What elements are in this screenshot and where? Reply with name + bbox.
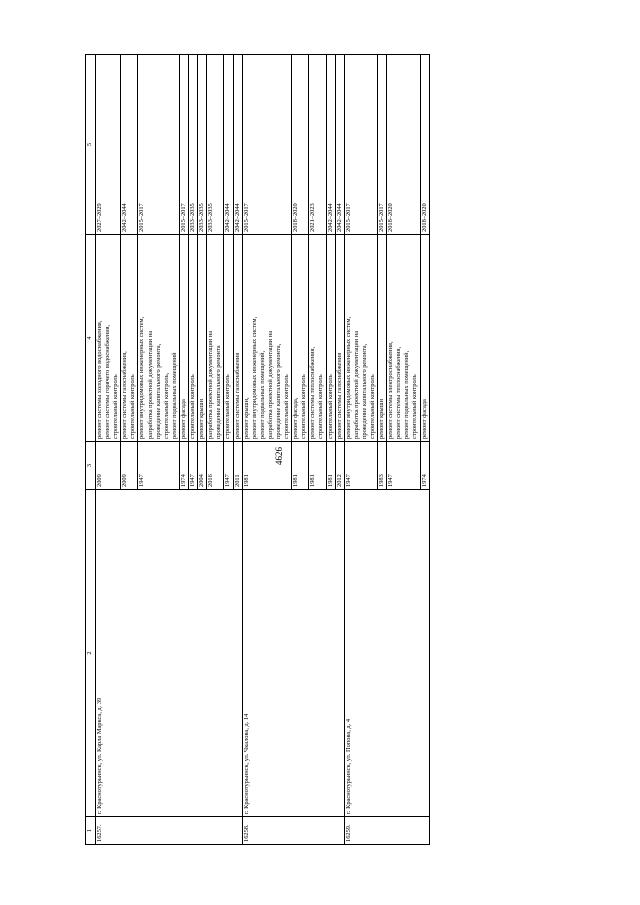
repair-period: 2015–2017	[138, 55, 179, 235]
build-year: 2016	[207, 442, 224, 490]
work-description: разработка проектной документации на проведение капитального ремонта	[207, 235, 224, 442]
repair-period: 2042–2044	[233, 55, 242, 235]
repair-period: 2033–2035	[207, 55, 224, 235]
build-year: 2004	[198, 442, 207, 490]
repair-period: 2018–2020	[420, 55, 429, 235]
build-year: 2011	[233, 442, 242, 490]
repair-period: 2021–2023	[309, 55, 326, 235]
build-year: 2009	[96, 442, 121, 490]
work-description: строительный контроль	[224, 235, 233, 442]
build-year: 1981	[242, 442, 292, 490]
work-description: ремонт внутридомовых инженерных систем, разработка проектной документации на проведение капитального ремонта, строительный контроль, ремонт подвальных помещений	[138, 235, 179, 442]
object-address: г. Краснотурьинск, ул. Попова, д. 4	[344, 490, 429, 817]
work-description: ремонт крыши	[378, 235, 387, 442]
build-year: 1981	[292, 442, 309, 490]
object-number: 16259.	[344, 817, 429, 845]
work-description: ремонт системы электроснабжения, ремонт системы теплоснабжения, ремонт подвальных помещений, строительный контроль	[387, 235, 420, 442]
repair-period: 2042–2044	[335, 55, 344, 235]
header-col-4: 4	[86, 235, 96, 442]
build-year: 1974	[179, 442, 188, 490]
document-table-rotated	[85, 55, 575, 845]
object-address: г. Краснотурьинск, ул. Чкалова, д. 14	[242, 490, 344, 817]
build-year: 1947	[189, 442, 198, 490]
header-row	[86, 55, 96, 845]
work-description: ремонт внутридомовых инженерных систем, разработка проектной документации на проведение капитального ремонта, строительный контроль	[344, 235, 377, 442]
work-description: ремонт системы газоснабжения, строительный контроль	[121, 235, 138, 442]
build-year: 1983	[378, 442, 387, 490]
repair-period: 2018–2020	[292, 55, 309, 235]
work-description: ремонт крыши	[198, 235, 207, 442]
work-description: ремонт системы газоснабжения	[335, 235, 344, 442]
repair-period: 2042–2044	[224, 55, 233, 235]
table-row	[344, 55, 377, 845]
work-description: строительный контроль	[189, 235, 198, 442]
work-description: ремонт системы холодного водоснабжения, ремонт системы горячего водоснабжения, строительный контроль	[96, 235, 121, 442]
header-col-3: 3	[86, 442, 96, 490]
repair-period: 2042–2044	[121, 55, 138, 235]
header-col-5: 5	[86, 55, 96, 235]
work-description: ремонт системы теплоснабжения, строительный контроль	[309, 235, 326, 442]
work-description: ремонт фасада	[420, 235, 429, 442]
object-address: г. Краснотурьинск, ул. Карла Маркса, д. 39	[96, 490, 243, 817]
repair-period: 2033–2035	[189, 55, 198, 235]
build-year: 1981	[309, 442, 326, 490]
object-number: 16258.	[242, 817, 344, 845]
header-col-2: 2	[86, 490, 96, 817]
repair-period: 2042–2044	[326, 55, 335, 235]
build-year: 1974	[420, 442, 429, 490]
build-year: 2012	[335, 442, 344, 490]
repair-period: 2015–2017	[378, 55, 387, 235]
build-year: 1947	[344, 442, 377, 490]
work-description: ремонт фасада, строительный контроль	[292, 235, 309, 442]
build-year: 1947	[224, 442, 233, 490]
build-year: 2009	[121, 442, 138, 490]
page-number: 4626	[274, 447, 284, 465]
table-row	[96, 55, 121, 845]
work-description: ремонт крыши, ремонт внутридомовых инженерных систем, ремонт подвальных помещений, разработка проектной документации на проведение капитального ремонта, строительный контроль	[242, 235, 292, 442]
build-year: 1947	[387, 442, 420, 490]
work-description: строительный контроль	[326, 235, 335, 442]
table-row	[242, 55, 292, 845]
repair-period: 2018–2020	[387, 55, 420, 235]
build-year: 1947	[138, 442, 179, 490]
object-number: 16257.	[96, 817, 243, 845]
build-year: 1981	[326, 442, 335, 490]
repair-period: 2015–2017	[242, 55, 292, 235]
repair-period: 2027–2029	[96, 55, 121, 235]
repair-schedule-table	[85, 54, 430, 845]
header-col-1: 1	[86, 817, 96, 845]
work-description: ремонт фасада	[179, 235, 188, 442]
repair-period: 2033–2035	[198, 55, 207, 235]
repair-period: 2015–2017	[344, 55, 377, 235]
repair-period: 2015–2017	[179, 55, 188, 235]
work-description: ремонт системы газоснабжения	[233, 235, 242, 442]
